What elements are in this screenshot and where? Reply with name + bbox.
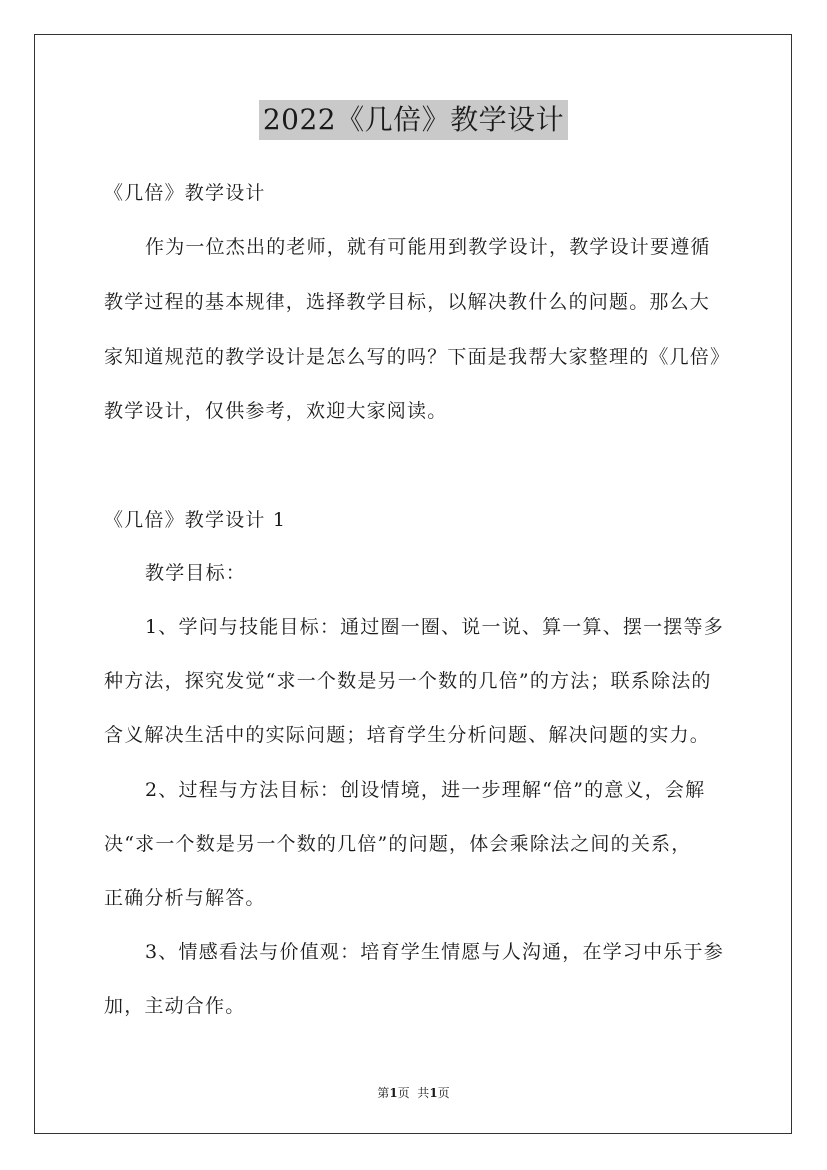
goal-1-line: 含义解决生活中的实际问题；培育学生分析问题、解决问题的实力。 [104, 724, 711, 746]
page-mid: 页 共 [397, 1086, 430, 1100]
page-total: 1 [429, 1086, 438, 1100]
goal-2-line: 正确分析与解答。 [104, 887, 266, 909]
goals-heading: 教学目标： [145, 562, 247, 584]
goal-1-line: 1、学问与技能目标：通过圈一圈、说一说、算一算、摆一摆等多 [145, 616, 724, 638]
goal-2-line: 决“求一个数是另一个数的几倍”的问题，体会乘除法之间的关系， [104, 833, 692, 855]
page-current: 1 [389, 1086, 398, 1100]
page-footer [0, 1084, 827, 1101]
title-container [0, 100, 827, 140]
document-title: 2022《几倍》教学设计 [259, 100, 568, 140]
goal-1-line: 种方法，探究发觉“求一个数是另一个数的几倍”的方法；联系除法的 [104, 670, 712, 692]
goal-3-line: 3、情感看法与价值观：培育学生情愿与人沟通，在学习中乐于参 [145, 941, 724, 963]
goal-3-line: 加，主动合作。 [104, 995, 246, 1017]
intro-line: 教学设计，仅供参考，欢迎大家阅读。 [104, 400, 448, 422]
page-prefix: 第 [377, 1086, 390, 1100]
goal-2-line: 2、过程与方法目标：创设情境，进一步理解“倍”的意义，会解 [145, 779, 706, 801]
page-suffix: 页 [437, 1086, 450, 1100]
intro-line: 家知道规范的教学设计是怎么写的吗？下面是我帮大家整理的《几倍》 [104, 346, 731, 368]
intro-line: 作为一位杰出的老师，就有可能用到教学设计，教学设计要遵循 [145, 236, 711, 258]
section-heading: 《几倍》教学设计 1 [104, 509, 287, 531]
document-subtitle: 《几倍》教学设计 [104, 182, 266, 204]
intro-line: 教学过程的基本规律，选择教学目标，以解决教什么的问题。那么大 [104, 291, 711, 313]
